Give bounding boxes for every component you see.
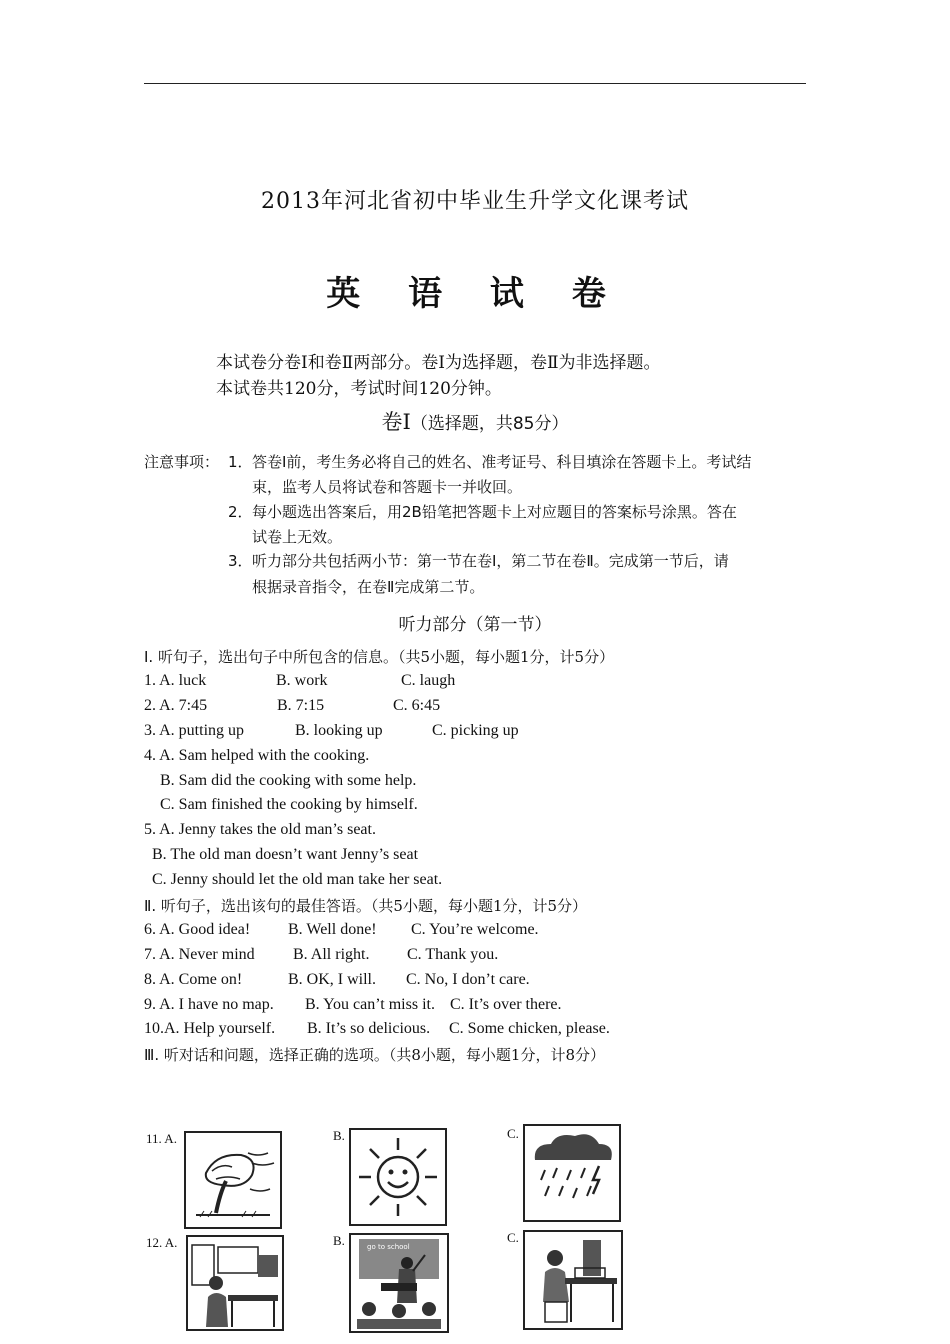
listening-heading: 听力部分（第一节） <box>398 615 552 635</box>
q1-option-a: 1. A. luck <box>144 672 207 689</box>
q6-option-a: 6. A. Good idea! <box>144 921 251 938</box>
q9-option-b: B. You can’t miss it. <box>305 996 435 1013</box>
q4-option-c: C. Sam finished the cooking by himself. <box>160 796 418 813</box>
section-3-scoring: （共8小题，每小题1分，计8分） <box>388 1046 606 1064</box>
q11-label-b: B. <box>333 1128 345 1143</box>
section-3-title: Ⅲ. 听对话和问题，选择正确的选项。 <box>144 1046 389 1064</box>
intro-line-2: 本试卷共120分，考试时间120分钟。 <box>216 379 502 399</box>
q12-label-b: B. <box>333 1233 345 1248</box>
q1-option-c: C. laugh <box>401 672 456 689</box>
q12-label-a: 12. A. <box>146 1235 178 1250</box>
q6-option-c: C. You’re welcome. <box>411 921 539 938</box>
subject-title: 英 语 试 卷 <box>326 274 624 314</box>
q12-label-c: C. <box>507 1230 519 1245</box>
q9-option-c: C. It’s over there. <box>450 996 562 1013</box>
q11-label-a: 11. A. <box>146 1131 177 1146</box>
q3-option-c: C. picking up <box>432 722 519 739</box>
q11-label-c: C. <box>507 1126 519 1141</box>
q9-option-a: 9. A. I have no map. <box>144 996 274 1013</box>
intro-line-1: 本试卷分卷Ⅰ和卷Ⅱ两部分。卷Ⅰ为选择题，卷Ⅱ为非选择题。 <box>216 353 661 373</box>
notes-label: 注意事项： <box>144 453 220 471</box>
q11-picture-stormy <box>523 1124 621 1222</box>
q12-picture-classroom <box>349 1233 449 1333</box>
note-3-line-1: 听力部分共包括两小节：第一节在卷Ⅰ，第二节在卷Ⅱ。完成第一节后，请 <box>252 552 729 570</box>
q4-option-b: B. Sam did the cooking with some help. <box>160 772 417 789</box>
note-1-line-2: 束，监考人员将试卷和答题卡一并收回。 <box>252 478 523 496</box>
q7-option-c: C. Thank you. <box>407 946 499 963</box>
svg-text:go to school: go to school <box>367 1243 410 1251</box>
q2-option-c: C. 6:45 <box>393 697 441 714</box>
q11-picture-windy-tree <box>184 1131 282 1229</box>
q12-picture-computer-room <box>186 1235 284 1331</box>
note-2-line-1: 每小题选出答案后，用2B铅笔把答题卡上对应题目的答案标号涂黑。答在 <box>252 503 737 521</box>
note-3-line-2: 根据录音指令，在卷Ⅱ完成第二节。 <box>252 578 485 596</box>
q3-option-a: 3. A. putting up <box>144 722 245 739</box>
q11-picture-sunny <box>349 1128 447 1226</box>
note-1-number: 1． <box>228 453 253 471</box>
section-3-heading <box>144 1044 605 1065</box>
q5-option-c: C. Jenny should let the old man take her seat. <box>152 871 443 888</box>
part1-heading <box>0 406 950 436</box>
top-rule <box>144 83 806 84</box>
q4-option-a: 4. A. Sam helped with the cooking. <box>144 747 370 764</box>
section-1-heading <box>144 646 614 667</box>
part1-label: 卷I <box>381 410 411 434</box>
note-3-number: 3． <box>228 552 253 570</box>
q2-option-b: B. 7:15 <box>277 697 325 714</box>
note-2-number: 2． <box>228 503 253 521</box>
q3-option-b: B. looking up <box>295 722 383 739</box>
note-1-line-1: 答卷Ⅰ前，考生务必将自己的姓名、准考证号、科目填涂在答题卡上。考试结 <box>252 453 752 471</box>
section-1-title: Ⅰ. 听句子，选出句子中所包含的信息。 <box>144 648 398 666</box>
section-2-scoring: （共5小题，每小题1分，计5分） <box>370 897 588 915</box>
q7-option-a: 7. A. Never mind <box>144 946 255 963</box>
q5-option-a: 5. A. Jenny takes the old man’s seat. <box>144 821 376 838</box>
section-2-title: Ⅱ. 听句子，选出该句的最佳答语。 <box>144 897 371 915</box>
q1-option-b: B. work <box>276 672 328 689</box>
q2-option-a: 2. A. 7:45 <box>144 697 208 714</box>
q8-option-b: B. OK, I will. <box>288 971 376 988</box>
q10-option-b: B. It’s so delicious. <box>307 1020 431 1037</box>
q8-option-c: C. No, I don’t care. <box>406 971 530 988</box>
q5-option-b: B. The old man doesn’t want Jenny’s seat <box>152 846 419 863</box>
q10-option-c: C. Some chicken, please. <box>449 1020 610 1037</box>
q8-option-a: 8. A. Come on! <box>144 971 243 988</box>
part1-note: （选择题，共85分） <box>410 414 569 434</box>
q12-picture-office-desk <box>523 1230 623 1330</box>
note-2-line-2: 试卷上无效。 <box>252 528 343 546</box>
section-1-scoring: （共5小题，每小题1分，计5分） <box>397 648 615 666</box>
q7-option-b: B. All right. <box>293 946 370 963</box>
section-2-heading <box>144 895 587 916</box>
q10-option-a: 10.A. Help yourself. <box>144 1020 276 1037</box>
exam-title: 2013年河北省初中毕业生升学文化课考试 <box>261 189 689 214</box>
q6-option-b: B. Well done! <box>288 921 377 938</box>
